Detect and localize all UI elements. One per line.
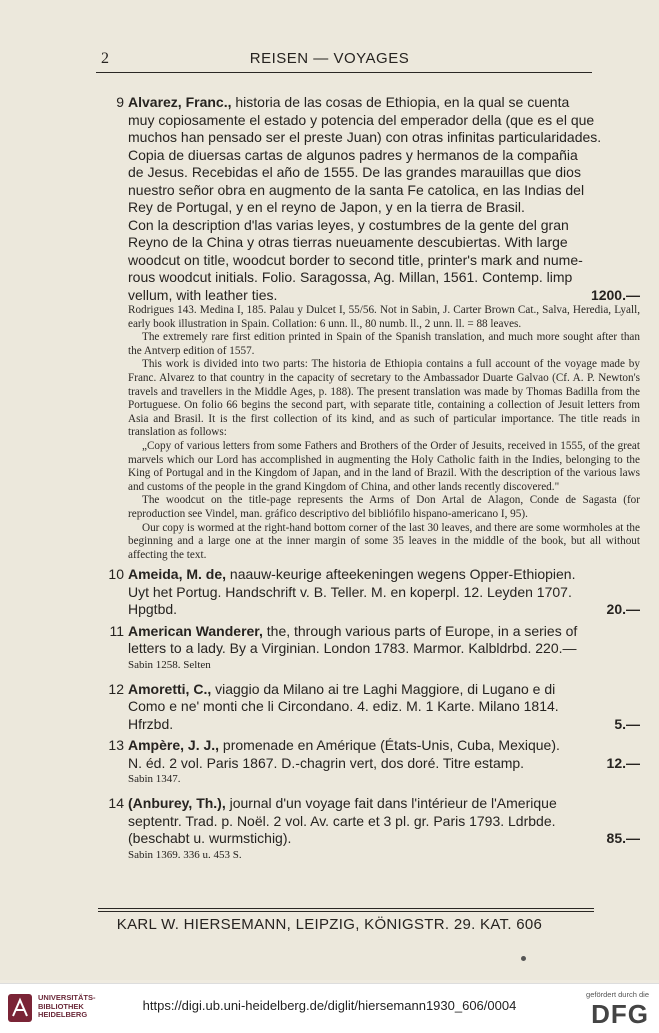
- entry-line: Copia de diuersas cartas de algunos padres y hermanos de la compañia: [128, 146, 578, 163]
- entry-number: 9: [116, 94, 124, 110]
- entry-notes: [104, 304, 640, 562]
- entry-line: woodcut on title, woodcut border to second title, printer's mark and nume-: [128, 251, 583, 268]
- bibliographic-reference: Sabin 1369. 336 u. 453 S.: [128, 848, 242, 861]
- catalog-entry: [104, 795, 640, 863]
- entry-line: Amoretti, C., viaggio da Milano ai tre Laghi Maggiore, di Lugano e di: [128, 680, 556, 697]
- footer-rule: [98, 911, 594, 912]
- catalog-entry: [104, 737, 640, 787]
- entry-line: de Jesus. Recebidas el año de 1555. De las grandes marauillas que dios: [128, 164, 581, 180]
- entry-number: 11: [109, 622, 124, 639]
- entry-line: Ampère, J. J., promenade en Amérique (États-Unis, Cuba, Mexique).: [128, 737, 560, 754]
- entry-number: 12: [108, 680, 124, 697]
- header-rule: [96, 72, 592, 73]
- bibliographic-reference: Sabin 1258. Selten: [128, 658, 211, 671]
- note-paragraph: This work is divided into two parts: The historia de Ethiopia contains a full account of the voyage made by Franc. Alvarez to that country in the capacity of secretary to the Ambassador Duarte Galvao (Cf. A. P. Newton's travels and travellers in the Middle Ages, p. 188). The present translation was made by Thomas Badilla from the Portuguese. On folio 66 begins the second part, with separate title, containing a collection of Jesuit letters from Asia and Brasil. It is the first collection of its kind, and as such of particular importance. The title reads in translation as follows:: [128, 358, 640, 439]
- entry-line: Ameida, M. de, naauw-keurige afteekeningen wegens Opper-Ethiopien.: [128, 566, 576, 583]
- publisher-footer: KARL W. HIERSEMANN, LEIPZIG, KÖNIGSTR. 29. KAT. 606: [116, 916, 543, 933]
- note-paragraph: Our copy is wormed at the right-hand bottom corner of the last 30 leaves, and there are some wormholes at the beginning and a large one at the inner margin of some 35 leaves in the middle of the book, but all without affecting the text.: [128, 521, 640, 561]
- viewer-bar: [0, 983, 659, 1033]
- page-title: REISEN — VOYAGES: [249, 50, 410, 67]
- entry-price: 12.—: [606, 754, 640, 771]
- document-url[interactable]: https://digi.ub.uni-heidelberg.de/diglit/hiersemann1930_606/0004: [142, 998, 517, 1013]
- entry-text: [104, 681, 640, 734]
- entry-line: Alvarez, Franc., historia de las cosas de Ethiopia, en la qual se cuenta: [128, 94, 570, 110]
- entry-line: Hfrzbd. 5.—: [128, 715, 640, 732]
- entry-text: [104, 623, 640, 658]
- entries-list: [104, 94, 640, 867]
- entry-number: 13: [108, 737, 124, 754]
- entry-line: vellum, with leather ties. 1200.—: [128, 286, 640, 303]
- entry-number: 14: [108, 795, 124, 812]
- entry-line: Como e ne' monti che li Circondano. 4. ediz. M. 1 Karte. Milano 1814.: [128, 698, 559, 715]
- entry-line: nuestro señor obra en augmento de la santa Fe catolica, en las Indias del: [128, 181, 585, 198]
- entry-line: American Wanderer, the, through various parts of Europe, in a series of: [128, 622, 578, 639]
- note-paragraph: „Copy of various letters from some Fathers and Brothers of the Order of Jesuits, received in 1555, of the great marvels which our Lord has accomplished in augmenting the Holy Catholic faith in the Indies, belonging to the King of Portugal and in the Kingdom of Japan, and in the land of Brazil. With the description of the various laws and customs of the people in the grand Kingdom of China, and other lands recently discovered.": [128, 439, 640, 493]
- dfg-logo: DFG: [591, 999, 649, 1029]
- footer-rule: [98, 908, 594, 909]
- entry-line: (beschabt u. wurmstichig). 85.—: [128, 830, 640, 847]
- entry-price: 85.—: [606, 830, 640, 847]
- entry-line: (Anburey, Th.), journal d'un voyage fait dans l'intérieur de l'Amerique: [128, 795, 557, 812]
- entry-number: 10: [108, 566, 124, 583]
- entry-line: Uyt het Portug. Handschrift v. B. Teller. M. en koperpl. 12. Leyden 1707.: [128, 583, 572, 600]
- entry-line: septentr. Trad. p. Noël. 2 vol. Av. carte et 3 pl. gr. Paris 1793. Ldrbde.: [128, 812, 556, 829]
- entry-price: 20.—: [606, 601, 640, 618]
- note-paragraph: The extremely rare first edition printed in Spain of the Spanish translation, and much more sought after than the Antverp edition of 1557.: [128, 331, 640, 357]
- entry-text: [104, 566, 640, 619]
- entry-price: 1200.—: [590, 286, 640, 303]
- note-paragraph: Rodrigues 143. Medina I, 185. Palau y Dulcet I, 55/56. Not in Sabin, J. Carter Brown Cat., Salva, Heredia, Lyall, early book illustration in Spain. Collation: 6 unn. ll., 80 numb. ll., 2 unn. ll. = 88 leaves.: [128, 304, 640, 330]
- page-mark: [521, 956, 526, 961]
- entry-line: Hpgtbd. 20.—: [128, 601, 640, 618]
- entry-line: muchos han pensado ser el preste Juan) con otras infinitas particularidades.: [128, 129, 602, 145]
- entry-text: [104, 737, 640, 772]
- bibliographic-reference: Sabin 1347.: [128, 773, 181, 786]
- funding-note: gefördert durch die: [586, 990, 649, 999]
- catalog-entry: [104, 566, 640, 619]
- entry-text: [104, 795, 640, 848]
- catalog-entry: [104, 681, 640, 734]
- note-paragraph: The woodcut on the title-page represents the Arms of Don Artal de Alagon, Conde de Sagasta (for reproduction see Vindel, man. gráfico descriptivo del bibliófilo hispano-americano I, 95).: [128, 494, 640, 520]
- entry-line: N. éd. 2 vol. Paris 1867. D.-chagrin vert, dos doré. Titre estamp. 12.—: [128, 754, 640, 771]
- entry-line: muy copiosamente el estado y potencia del emperador della (que es el que: [128, 111, 595, 128]
- entry-text: [104, 94, 640, 304]
- entry-line: Con la description d'las varias leyes, y costumbres de la gente del gran: [128, 216, 569, 233]
- catalog-entry: [104, 623, 640, 673]
- entry-line: letters to a lady. By a Virginian. London 1783. Marmor. Kalbldrbd. 220.—: [128, 640, 577, 657]
- entry-line: Reyno de la China y otras tierras nueuamente descubiertas. With large: [128, 234, 568, 250]
- page-number: 2: [101, 50, 109, 67]
- entry-line: rous woodcut initials. Folio. Saragossa, Ag. Millan, 1561. Contemp. limp: [128, 269, 573, 285]
- catalog-entry: [104, 94, 640, 562]
- entry-price: 5.—: [614, 715, 640, 732]
- entry-line: Rey de Portugal, y en el reyno de Japon, y en la tierra de Brasil.: [128, 199, 525, 215]
- library-name: UNIVERSITÄTS- BIBLIOTHEK HEIDELBERG: [38, 993, 96, 1019]
